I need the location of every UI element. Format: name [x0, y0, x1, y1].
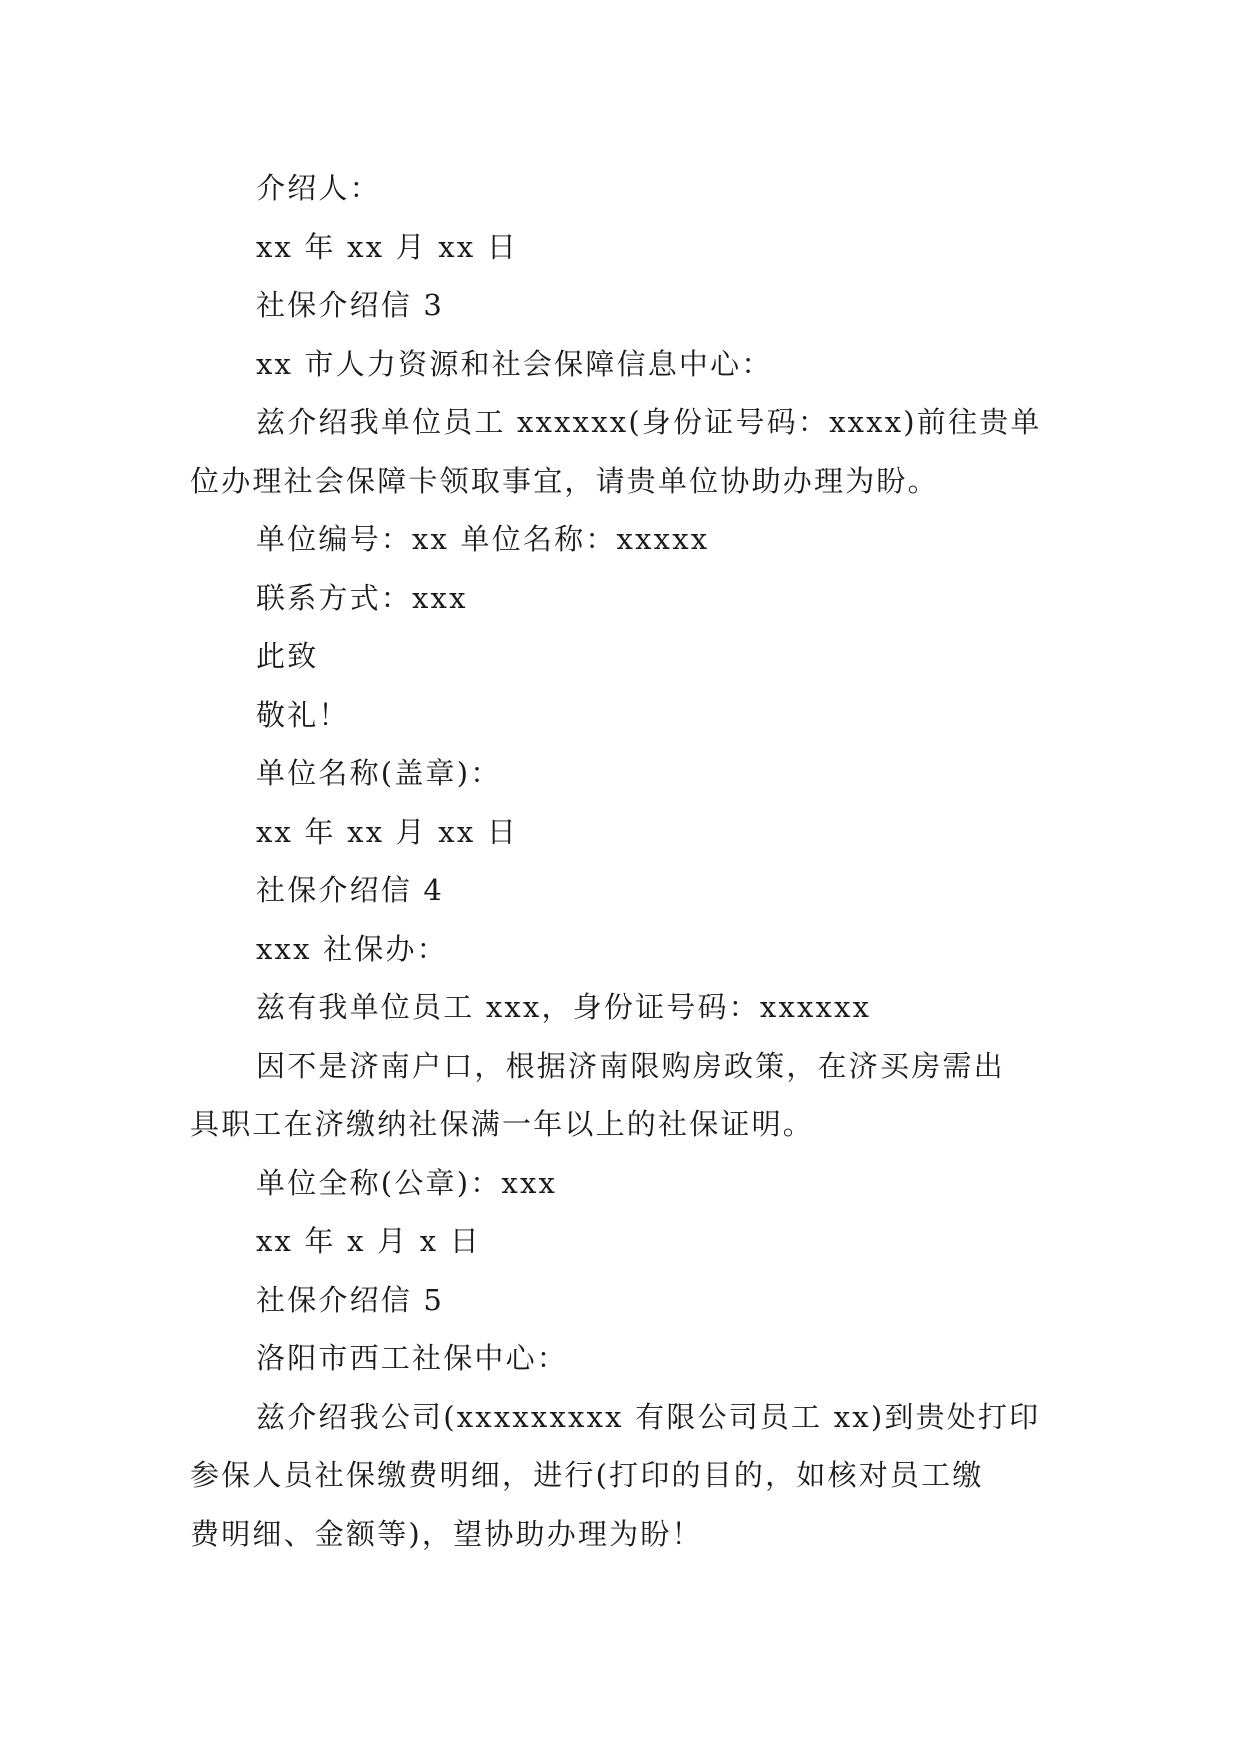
- document-body: [190, 159, 1058, 1563]
- text-line: 费明细、金额等)，望协助办理为盼！: [190, 1516, 703, 1551]
- text-line: 单位编号：xx 单位名称：xxxxx: [256, 522, 710, 556]
- addressee: 洛阳市西工社保中心：: [256, 1341, 569, 1375]
- text-line: 此致: [256, 639, 319, 673]
- text-line: xx 年 xx 月 xx 日: [256, 814, 519, 849]
- text-line: xx 年 xx 月 xx 日: [256, 229, 519, 264]
- text-line: 单位全称(公章)：xxx: [256, 1165, 558, 1200]
- text-line: 位办理社会保障卡领取事宜，请贵单位协助办理为盼。: [190, 463, 939, 498]
- text-line: 兹有我单位员工 xxx，身份证号码：xxxxxx: [256, 990, 872, 1024]
- text-line: 参保人员社保缴费明细，进行(打印的目的，如核对员工缴: [190, 1458, 984, 1492]
- text-line: 兹介绍我公司(xxxxxxxxx 有限公司员工 xx)到贵处打印: [256, 1399, 1041, 1434]
- section-heading: 社保介绍信 5: [256, 1282, 445, 1317]
- addressee: xx 市人力资源和社会保障信息中心：: [256, 346, 773, 381]
- text-line: 兹介绍我单位员工 xxxxxx(身份证号码：xxxx)前往贵单: [256, 405, 1042, 439]
- text-line: 联系方式：xxx: [256, 580, 468, 615]
- text-line: 单位名称(盖章)：: [256, 756, 502, 790]
- text-line: 介绍人：: [256, 171, 381, 205]
- addressee: xxx 社保办：: [256, 931, 448, 966]
- text-line: 因不是济南户口，根据济南限购房政策，在济买房需出: [256, 1048, 1005, 1083]
- text-line: xx 年 x 月 x 日: [256, 1224, 481, 1258]
- section-heading: 社保介绍信 3: [256, 288, 445, 322]
- text-line: 具职工在济缴纳社保满一年以上的社保证明。: [190, 1107, 815, 1141]
- section-heading: 社保介绍信 4: [256, 873, 445, 907]
- text-line: 敬礼！: [256, 697, 350, 732]
